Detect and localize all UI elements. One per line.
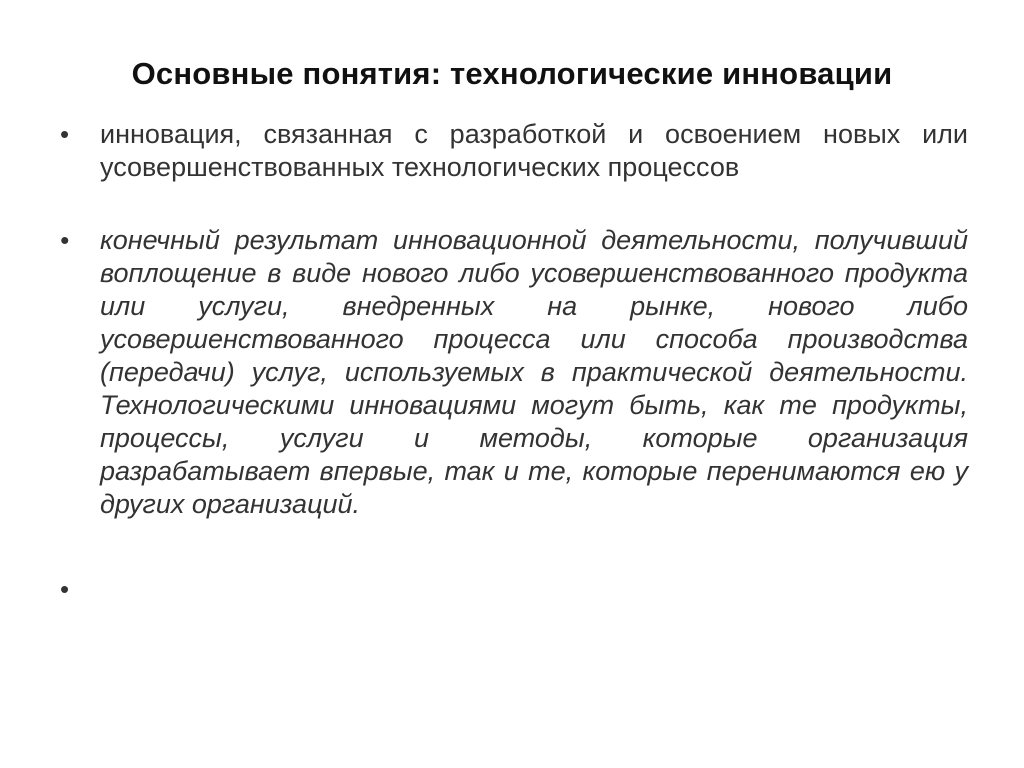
bullet-item-innovation-result-definition xyxy=(56,224,968,521)
bullet-marker: • xyxy=(60,119,70,149)
bullet-text: конечный результат инновационной деятельности, получивший воплощение в виде нового либо усовершенствованного продукта или услуги, внедренных на рынке, нового либо усовершенствованного процесса или способа производства (передачи) услуг, используемых в практической деятельности. Технологическими инновациями могут быть, как те продукты, процессы, услуги и методы, которые организация разрабатывает впервые, так и те, которые перенимаются ею у других организаций. xyxy=(100,225,968,519)
bullet-text: инновация, связанная с разработкой и освоением новых или усовершенствованных технологических процессов xyxy=(100,119,968,182)
bullet-item-empty xyxy=(56,573,968,606)
bullet-item-technological-process-innovation xyxy=(56,118,968,184)
bullet-list xyxy=(56,118,968,606)
slide-title: Основные понятия: технологические инновации xyxy=(131,56,893,91)
bullet-marker: • xyxy=(60,574,70,604)
bullet-marker: • xyxy=(60,225,70,255)
